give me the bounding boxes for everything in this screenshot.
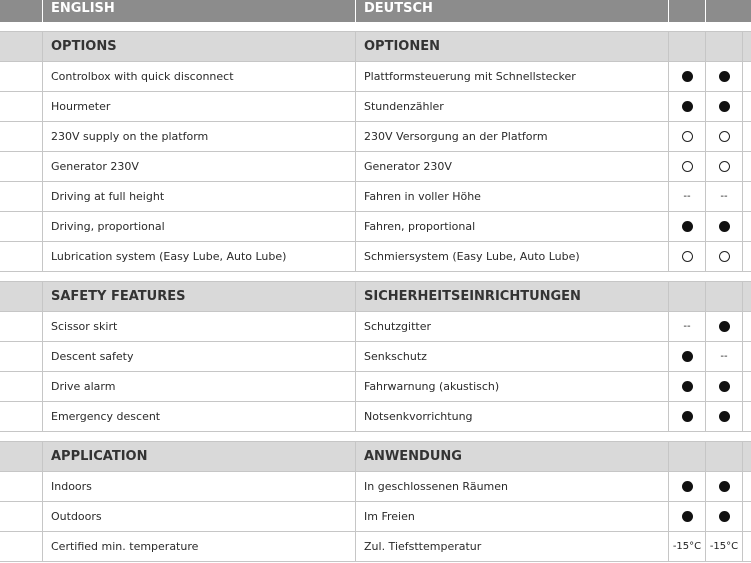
feature-name-de: Plattformsteuerung mit Schnellstecker [355, 62, 668, 91]
table-row [0, 122, 751, 152]
table-row [0, 62, 751, 92]
row-stub [0, 62, 42, 91]
model-2-cell [705, 62, 743, 91]
column-header-stub [0, 0, 42, 22]
standard-dot-icon [719, 321, 730, 332]
model-2-cell [705, 342, 743, 371]
standard-dot-icon [719, 411, 730, 422]
feature-name-de: Generator 230V [355, 152, 668, 181]
model-2-cell [705, 472, 743, 501]
column-header-model-1 [668, 0, 705, 22]
optional-ring-icon [682, 161, 693, 172]
column-header-english: ENGLISH [42, 0, 355, 22]
feature-name-en: Generator 230V [42, 152, 355, 181]
standard-dot-icon [719, 511, 730, 522]
feature-name-en: Indoors [42, 472, 355, 501]
model-2-cell [705, 32, 743, 61]
row-stub [0, 532, 42, 561]
feature-name-de: Zul. Tiefsttemperatur [355, 532, 668, 561]
section-title-de: SICHERHEITSEINRICHTUNGEN [355, 282, 668, 311]
column-header-bar [0, 0, 751, 22]
standard-dot-icon [719, 381, 730, 392]
section-header [0, 31, 751, 62]
standard-dot-icon [682, 101, 693, 112]
feature-name-de: Senkschutz [355, 342, 668, 371]
model-1-cell [668, 312, 705, 341]
feature-name-en: Certified min. temperature [42, 532, 355, 561]
model-1-cell [668, 122, 705, 151]
feature-name-de: Schmiersystem (Easy Lube, Auto Lube) [355, 242, 668, 271]
section-title-de: OPTIONEN [355, 32, 668, 61]
row-stub [0, 92, 42, 121]
section-header [0, 281, 751, 312]
table-row [0, 212, 751, 242]
feature-name-en: 230V supply on the platform [42, 122, 355, 151]
cell-value: -15°C [709, 541, 739, 552]
feature-name-en: Driving at full height [42, 182, 355, 211]
row-stub [0, 122, 42, 151]
model-1-cell [668, 32, 705, 61]
model-2-cell [705, 182, 743, 211]
model-1-cell [668, 62, 705, 91]
model-2-cell [705, 92, 743, 121]
model-1-cell [668, 372, 705, 401]
feature-name-de: Stundenzähler [355, 92, 668, 121]
model-1-cell [668, 342, 705, 371]
standard-dot-icon [682, 351, 693, 362]
row-stub [0, 402, 42, 431]
row-stub [0, 32, 42, 61]
section-title-en: OPTIONS [42, 32, 355, 61]
cell-value: -15°C [672, 541, 702, 552]
model-1-cell [668, 212, 705, 241]
feature-name-en: Controlbox with quick disconnect [42, 62, 355, 91]
cell-value: -- [720, 191, 728, 202]
optional-ring-icon [682, 251, 693, 262]
standard-dot-icon [682, 511, 693, 522]
model-2-cell [705, 312, 743, 341]
model-2-cell [705, 402, 743, 431]
feature-name-de: Schutzgitter [355, 312, 668, 341]
model-2-cell [705, 282, 743, 311]
table-row [0, 182, 751, 212]
model-1-cell [668, 282, 705, 311]
feature-name-en: Lubrication system (Easy Lube, Auto Lube) [42, 242, 355, 271]
model-1-cell [668, 472, 705, 501]
section-header [0, 441, 751, 472]
standard-dot-icon [682, 71, 693, 82]
model-2-cell [705, 532, 743, 561]
model-2-cell [705, 152, 743, 181]
model-1-cell [668, 152, 705, 181]
row-stub [0, 342, 42, 371]
row-stub [0, 472, 42, 501]
model-1-cell [668, 182, 705, 211]
row-stub [0, 372, 42, 401]
model-1-cell [668, 442, 705, 471]
model-2-cell [705, 442, 743, 471]
table-row [0, 242, 751, 272]
table-row [0, 92, 751, 122]
feature-name-de: Fahren, proportional [355, 212, 668, 241]
row-stub [0, 152, 42, 181]
model-2-cell [705, 372, 743, 401]
model-2-cell [705, 122, 743, 151]
model-2-cell [705, 242, 743, 271]
feature-name-de: Notsenkvorrichtung [355, 402, 668, 431]
optional-ring-icon [682, 131, 693, 142]
feature-name-de: 230V Versorgung an der Platform [355, 122, 668, 151]
table-row [0, 532, 751, 562]
cell-value: -- [720, 351, 728, 362]
section-title-en: APPLICATION [42, 442, 355, 471]
feature-name-en: Hourmeter [42, 92, 355, 121]
table-row [0, 502, 751, 532]
standard-dot-icon [719, 101, 730, 112]
model-2-cell [705, 212, 743, 241]
standard-dot-icon [719, 221, 730, 232]
row-stub [0, 182, 42, 211]
row-stub [0, 502, 42, 531]
feature-name-en: Scissor skirt [42, 312, 355, 341]
table-row [0, 472, 751, 502]
standard-dot-icon [682, 221, 693, 232]
section-title-en: SAFETY FEATURES [42, 282, 355, 311]
standard-dot-icon [719, 71, 730, 82]
feature-name-de: Fahrwarnung (akustisch) [355, 372, 668, 401]
table-row [0, 152, 751, 182]
column-header-deutsch: DEUTSCH [355, 0, 668, 22]
optional-ring-icon [719, 131, 730, 142]
feature-name-en: Driving, proportional [42, 212, 355, 241]
standard-dot-icon [719, 481, 730, 492]
model-1-cell [668, 532, 705, 561]
feature-name-en: Drive alarm [42, 372, 355, 401]
feature-name-de: In geschlossenen Räumen [355, 472, 668, 501]
cell-value: -- [683, 321, 691, 332]
row-stub [0, 242, 42, 271]
feature-name-de: Im Freien [355, 502, 668, 531]
standard-dot-icon [682, 481, 693, 492]
feature-name-en: Emergency descent [42, 402, 355, 431]
optional-ring-icon [719, 161, 730, 172]
feature-name-de: Fahren in voller Höhe [355, 182, 668, 211]
model-1-cell [668, 92, 705, 121]
feature-name-en: Descent safety [42, 342, 355, 371]
standard-dot-icon [682, 411, 693, 422]
optional-ring-icon [719, 251, 730, 262]
model-1-cell [668, 242, 705, 271]
model-1-cell [668, 402, 705, 431]
section-title-de: ANWENDUNG [355, 442, 668, 471]
row-stub [0, 282, 42, 311]
table-row [0, 372, 751, 402]
table-row [0, 402, 751, 432]
feature-name-en: Outdoors [42, 502, 355, 531]
table-row [0, 312, 751, 342]
row-stub [0, 442, 42, 471]
model-1-cell [668, 502, 705, 531]
row-stub [0, 312, 42, 341]
column-header-model-2 [705, 0, 743, 22]
table-row [0, 342, 751, 372]
cell-value: -- [683, 191, 691, 202]
standard-dot-icon [682, 381, 693, 392]
model-2-cell [705, 502, 743, 531]
row-stub [0, 212, 42, 241]
